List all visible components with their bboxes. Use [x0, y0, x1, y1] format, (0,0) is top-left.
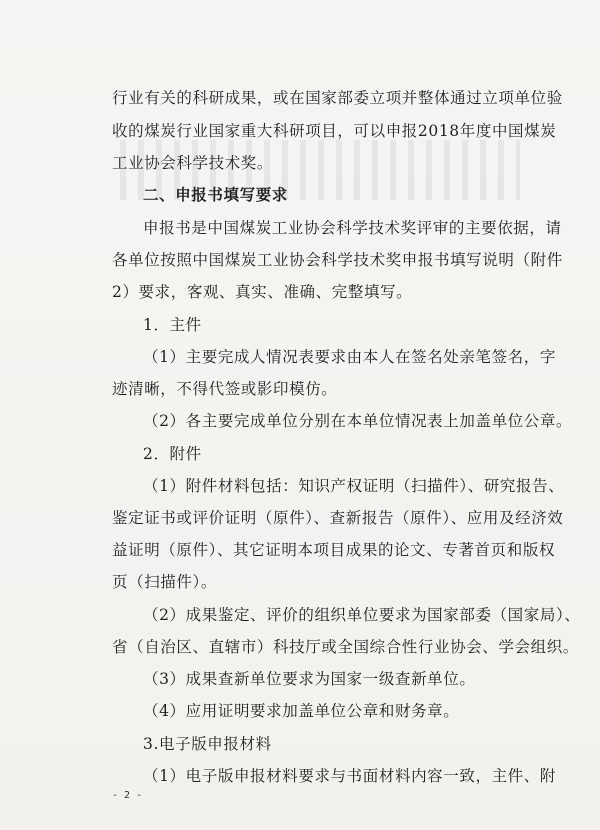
text-line: 迹清晰，不得代签或影印模仿。: [112, 380, 338, 398]
text-line: （1）电子版申报材料要求与书面材料内容一致，主件、附: [143, 767, 556, 785]
text-line: （1）主要完成人情况表要求由本人在签名处亲笔签名，字: [143, 348, 556, 366]
text-line: （1）附件材料包括：知识产权证明（扫描件）、研究报告、: [143, 477, 565, 495]
text-line: 页（扫描件）。: [112, 573, 217, 591]
text-line: 各单位按照中国煤炭工业协会科学技术奖申报书填写说明（附件: [112, 251, 563, 269]
subheading-main: 1．主件: [143, 316, 202, 334]
text-line: （2）各主要完成单位分别在本单位情况表上加盖单位公章。: [143, 412, 573, 430]
text-line: 鉴定证书或评价证明（原件）、查新报告（原件）、应用及经济效: [112, 509, 564, 527]
text-line: 行业有关的科研成果，或在国家部委立项并整体通过立项单位验: [112, 89, 563, 107]
page-number: - 2 -: [112, 790, 143, 801]
text-line: 省（自治区、直辖市）科技厅或全国综合性行业协会、学会组织。: [112, 638, 579, 656]
subheading-attachments: 2．附件: [143, 445, 202, 463]
text-line: 工业协会科学技术奖。: [112, 154, 274, 172]
text-line: 收的煤炭行业国家重大科研项目，可以申报2018年度中国煤炭: [112, 122, 557, 140]
text-line: 申报书是中国煤炭工业协会科学技术奖评审的主要依据，请: [143, 219, 562, 237]
text-line: 益证明（原件）、其它证明本项目成果的论文、专著首页和版权: [112, 541, 556, 559]
text-line: （2）成果鉴定、评价的组织单位要求为国家部委（国家局）、: [143, 606, 581, 624]
subheading-electronic: 3.电子版申报材料: [143, 735, 272, 753]
section-heading: 二、申报书填写要求: [143, 185, 288, 204]
text-line: （4）应用证明要求加盖单位公章和财务章。: [143, 702, 460, 720]
text-line: 2）要求，客观、真实、准确、完整填写。: [112, 283, 413, 301]
text-line: （3）成果查新单位要求为国家一级查新单位。: [143, 670, 476, 688]
